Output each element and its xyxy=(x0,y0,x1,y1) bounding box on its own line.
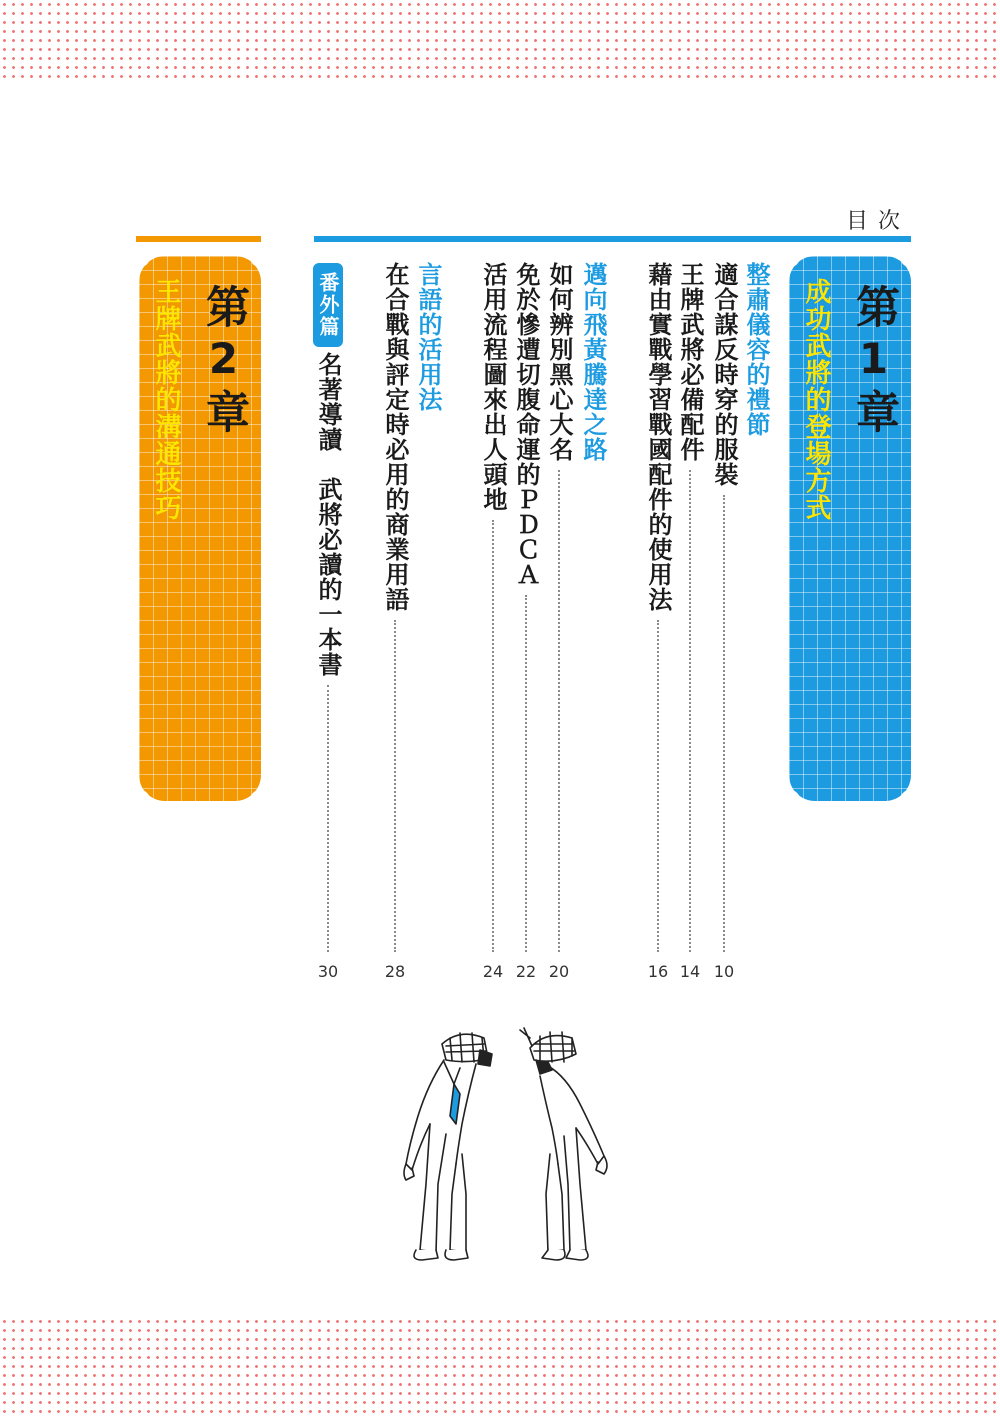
toc-entry-bonus[interactable]: 名著導讀 武將必讀的一本書 30 xyxy=(314,352,342,981)
toc-entry[interactable]: 免於慘遭切腹命運的ＰＤＣＡ 22 xyxy=(512,262,540,981)
toc-entry[interactable]: 如何辨別黑心大名 20 xyxy=(545,262,573,981)
section-heading-advancement: 邁向飛黃騰達之路 xyxy=(579,262,607,462)
toc-entry[interactable]: 藉由實戰學習戰國配件的使用法 16 xyxy=(644,262,672,981)
chapter2-number: 第2章 xyxy=(198,284,249,439)
toc-entry[interactable]: 活用流程圖來出人頭地 24 xyxy=(479,262,507,981)
toc-title: 目次 xyxy=(846,209,911,234)
dot-leader xyxy=(657,620,659,952)
dot-leader xyxy=(492,520,494,952)
top-dot-border xyxy=(0,0,1000,78)
toc-entry[interactable]: 在合戰與評定時必用的商業用語 28 xyxy=(381,262,409,981)
chapter2-rule xyxy=(136,236,261,242)
toc-entry[interactable]: 王牌武將必備配件 14 xyxy=(676,262,704,981)
dot-leader xyxy=(723,495,725,952)
section-heading-language: 言語的活用法 xyxy=(414,262,442,412)
chapter2-title: 王牌武將的溝通技巧 xyxy=(151,278,181,521)
chapter1-number: 第1章 xyxy=(848,284,899,439)
dot-leader xyxy=(558,470,560,952)
bottom-dot-border xyxy=(0,1317,1000,1419)
dot-leader xyxy=(327,685,329,952)
chapter1-title: 成功武將的登場方式 xyxy=(801,278,831,521)
dot-leader xyxy=(689,470,691,952)
chapter2-banner[interactable] xyxy=(139,256,261,801)
bowing-samurai-businessmen-icon xyxy=(380,1024,640,1274)
toc-entry[interactable]: 適合謀反時穿的服裝 10 xyxy=(710,262,738,981)
chapter1-rule xyxy=(314,236,911,242)
chapter1-banner[interactable] xyxy=(789,256,911,801)
dot-leader xyxy=(394,620,396,952)
section-heading-grooming: 整肅儀容的禮節 xyxy=(742,262,770,437)
bonus-badge: 番外篇 xyxy=(313,263,343,347)
dot-leader xyxy=(525,595,527,952)
